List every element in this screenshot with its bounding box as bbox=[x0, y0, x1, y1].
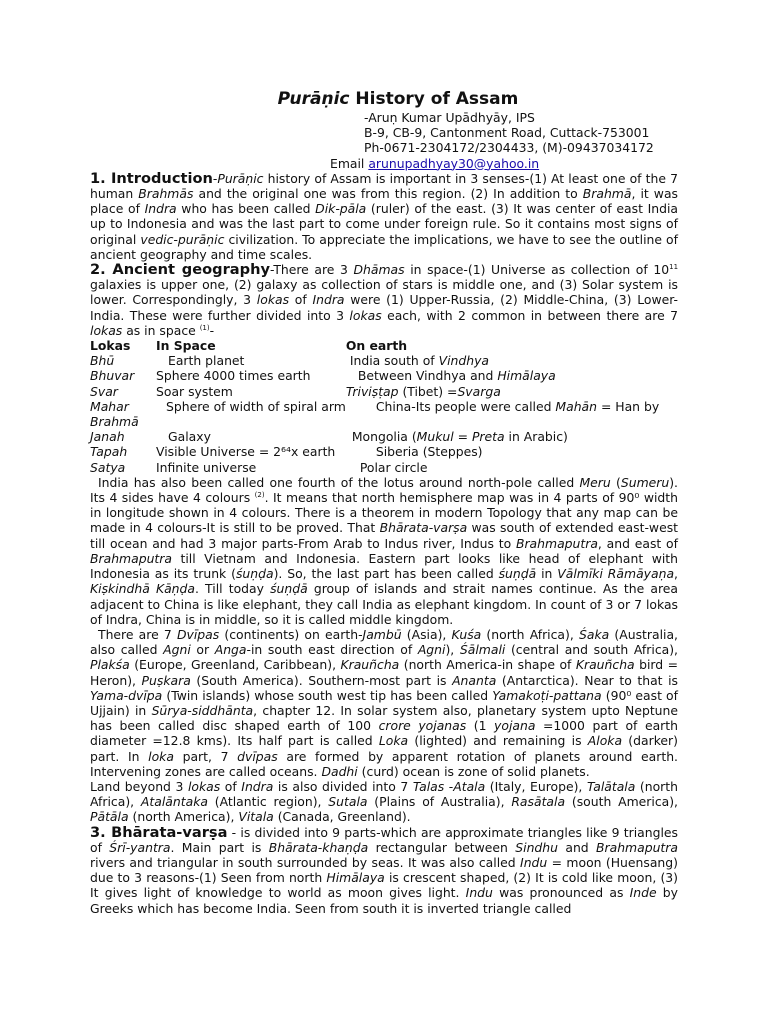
loka-space: Visible Universe = 2⁶⁴x earth bbox=[156, 444, 336, 460]
talas-paragraph: Land beyond 3 lokas of Indra is also divided into 7 Talas -Atala (Italy, Europe), Talātala (north Africa), Atalāntaka (Atlantic region), Sutala (Plains of Australia), Rasātala (south America), Pātāla (north America), Vitala (Canada, Greenland). bbox=[90, 778, 678, 825]
section-1-heading: 1. Introduction bbox=[90, 169, 213, 187]
address-line: B-9, CB-9, Cantonment Road, Cuttack-753001 bbox=[364, 125, 650, 141]
email-link[interactable]: arunupadhyay30@yahoo.in bbox=[368, 155, 540, 171]
table-header-row bbox=[90, 338, 678, 353]
loka-name: Janah bbox=[90, 429, 125, 445]
document-title bbox=[118, 88, 678, 110]
loka-name: Mahar bbox=[90, 398, 129, 414]
table-row bbox=[90, 368, 678, 383]
loka-space: Earth planet bbox=[168, 353, 245, 369]
loka-name: Tapah bbox=[90, 444, 128, 460]
lokas-table bbox=[90, 338, 678, 475]
loka-space: Infinite universe bbox=[156, 459, 257, 475]
loka-earth: India south of Vindhya bbox=[349, 353, 490, 369]
column-header: In Space bbox=[156, 338, 216, 354]
loka-name: Brahmā bbox=[90, 414, 139, 430]
loka-space: Soar system bbox=[156, 383, 233, 399]
email-label: Email bbox=[330, 155, 369, 171]
loka-space: Sphere of width of spiral arm bbox=[166, 398, 346, 414]
email-line bbox=[90, 156, 678, 171]
table-row bbox=[90, 444, 678, 459]
section-2-heading: 2. Ancient geography bbox=[90, 261, 270, 279]
section-3-heading: 3. Bhārata-varṣa bbox=[90, 823, 228, 841]
section-1-paragraph: 1. Introduction-Purāṇic history of Assam is important in 3 senses-(1) At least one of the 7 human Brahmās and the original one was from this region. (2) In addition to Brahmā, it was place of Indra who has been called Dik-pāla (ruler) of the east. (3) It was center of east India up to Indonesia and was the last part to come under foreign rule. So it contains most signs of original vedic-purāṇic civilization. To appreciate the implications, we have to see the outline of ancient geography and time scales. bbox=[90, 169, 678, 262]
loka-space: Sphere 4000 times earth bbox=[156, 368, 311, 384]
table-row bbox=[90, 384, 678, 399]
table-row bbox=[90, 429, 678, 444]
table-row bbox=[90, 353, 678, 368]
loka-earth: China-Its people were called Mahān = Han by bbox=[375, 398, 660, 414]
dvipas-paragraph: There are 7 Dvīpas (continents) on earth-Jambū (Asia), Kuśa (north Africa), Śaka (Australia, also called Agni or Anga-in south east direction of Agni), Śālmali (central and south Africa), Plakśa (Europe, Greenland, Caribbean), Krauñcha (north America-in shape of Krauñcha bird = Heron), Puṣkara (South America). Southern-most part is Ananta (Antarctica). Near to that is Yama-dvīpa (Twin islands) whose south west tip has been called Yamakoṭi-pattana (90⁰ east of Ujjain) in Sūrya-siddhānta, chapter 12. In solar system also, planetary system upto Neptune has been called disc shaped earth of 100 crore yojanas (1 yojana =1000 part of earth diameter =12.8 kms). Its half part is called Loka (lighted) and remaining is Aloka (darker) part. In loka part, 7 dvīpas are formed by apparent rotation of planets around earth. Intervening zones are called oceans. Dadhi (curd) ocean is zone of solid planets. bbox=[90, 626, 679, 779]
loka-earth: Siberia (Steppes) bbox=[375, 444, 483, 460]
loka-name: Satya bbox=[90, 459, 126, 475]
table-row bbox=[90, 399, 678, 414]
document-page bbox=[90, 88, 678, 916]
phone-line: Ph-0671-2304172/2304433, (M)-09437034172 bbox=[364, 140, 654, 156]
loka-earth: Triviṣṭap (Tibet) =Svarga bbox=[345, 383, 501, 399]
title-italic: Purāṇic bbox=[277, 89, 350, 109]
loka-earth: Mongolia (Mukul = Preta in Arabic) bbox=[351, 429, 568, 445]
loka-space: Galaxy bbox=[168, 429, 211, 445]
loka-earth: Polar circle bbox=[359, 459, 428, 475]
meru-paragraph: India has also been called one fourth of the lotus around north-pole called Meru (Sumeru). Its 4 sides have 4 colours $^{(2)}$. It means that north hemisphere map was in 4 parts of 90⁰ width in longitude shown in 4 colours. There is a theorem in modern Topology that any map can be made in 4 colours-It is still to be proved. That Bhārata-varṣa was south of extended east-west till ocean and had 3 major parts-From Arab to Indus river, Indus to Brahmaputra, and east of Brahmaputra till Vietnam and Indonesia. Eastern part looks like head of elephant with Indonesia as its trunk (śuṇḍa). So, the last part has been called śuṇḍā in Vālmīki Rāmāyaṇa, Kiṣkindhā Kāṇḍa. Till today śuṇḍā group of islands and strait names continue. As the area adjacent to China is like elephant, they call India as elephant kingdom. In count of 3 or 7 lokas of Indra, China is in middle, so it is called middle kingdom. bbox=[90, 474, 679, 627]
loka-name: Bhū bbox=[90, 353, 115, 369]
section-2-paragraph: 2. Ancient geography-There are 3 Dhāmas in space-(1) Universe as collection of $10^{11}$ galaxies is upper one, (2) galaxy as collection of stars is middle one, and (3) Solar system is lower. Correspondingly, 3 lokas of Indra were (1) Upper-Russia, (2) Middle-China, (3) Lower-India. These were further divided into 3 lokas each, with 2 common in between there are 7 lokas as in space $^{(1)}$- bbox=[90, 261, 679, 338]
section-3-paragraph: 3. Bhārata-varṣa - is divided into 9 parts-which are approximate triangles like 9 triangles of Śrī-yantra. Main part is Bhārata-khaṇḍa rectangular between Sindhu and Brahmaputra rivers and triangular in south surrounded by seas. It was also called Indu = moon (Huensang) due to 3 reasons-(1) Seen from north Himālaya is crescent shaped, (2) It is cold like moon, (3) It gives light of knowledge to world as moon gives light. Indu was pronounced as Inde by Greeks which has become India. Seen from south it is inverted triangle called bbox=[90, 823, 678, 916]
loka-name: Bhuvar bbox=[90, 368, 135, 384]
loka-name: Svar bbox=[90, 383, 118, 399]
title-rest: History of Assam bbox=[349, 89, 519, 109]
column-header: Lokas bbox=[90, 338, 131, 354]
loka-earth: Between Vindhya and Himālaya bbox=[357, 368, 556, 384]
table-row bbox=[90, 460, 678, 475]
author-line: -Aruṇ Kumar Upādhyāy, IPS bbox=[364, 110, 535, 125]
table-row bbox=[90, 414, 678, 429]
column-header: On earth bbox=[345, 338, 408, 354]
